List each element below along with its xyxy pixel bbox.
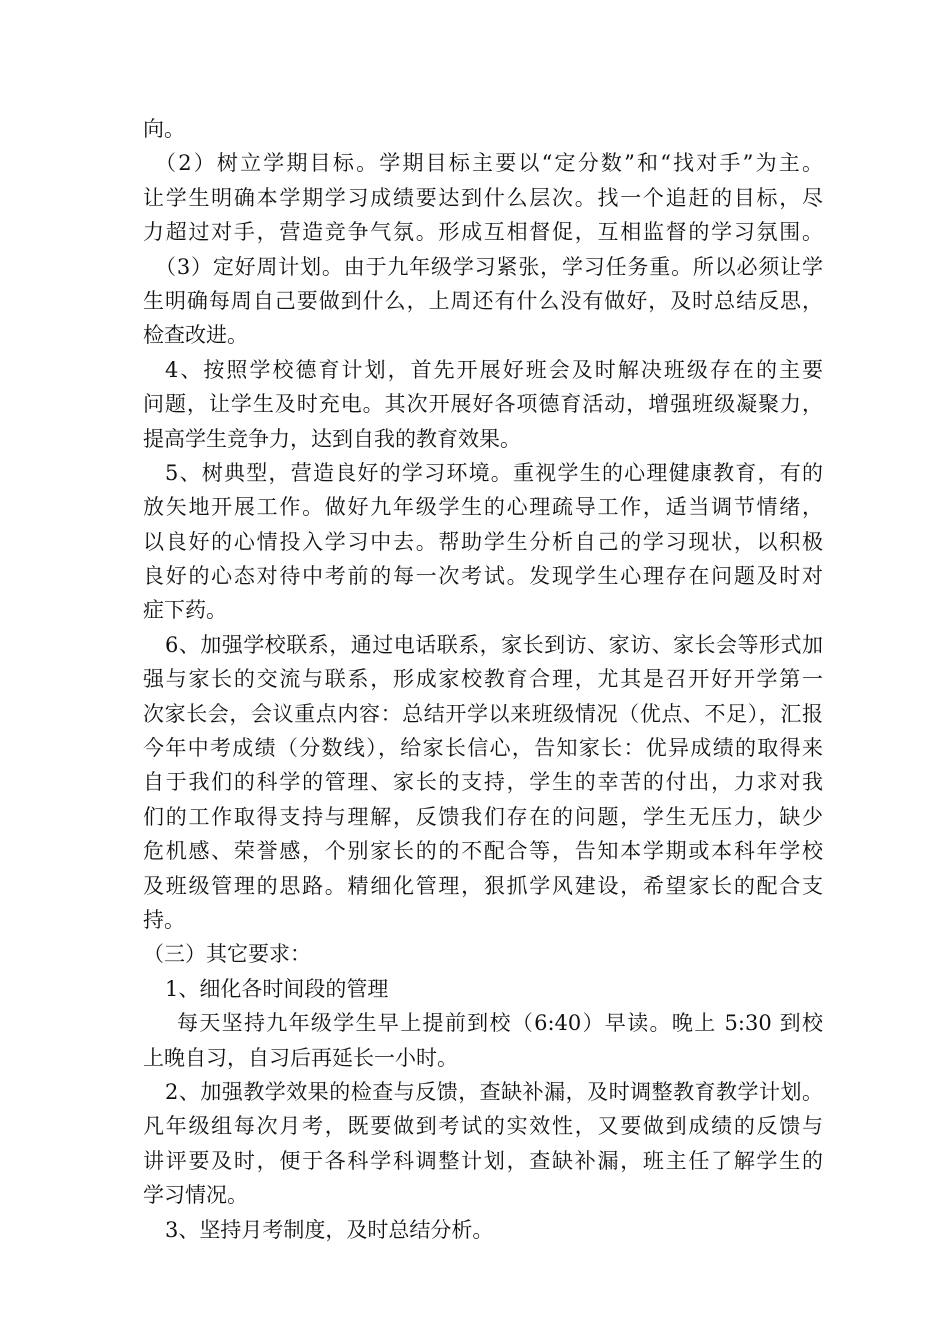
text-line xyxy=(143,250,823,284)
text-line xyxy=(143,937,823,971)
text-line xyxy=(143,765,823,799)
line-text: 向。 xyxy=(143,117,185,141)
text-line xyxy=(143,972,823,1006)
line-text: 良好的心态对待中考前的每一次考试。发现学生心理存在问题及时对 xyxy=(143,564,823,589)
text-line xyxy=(143,422,823,456)
text-line xyxy=(143,1041,823,1075)
text-line xyxy=(143,525,823,559)
text-line xyxy=(143,456,823,490)
line-text: 2、加强教学效果的检查与反馈，查缺补漏，及时调整教育教学计划。 xyxy=(165,1079,823,1104)
text-line xyxy=(143,731,823,765)
text-line xyxy=(143,662,823,696)
text-line xyxy=(143,697,823,731)
line-text: 自于我们的科学的管理、家长的支持，学生的幸苦的付出，力求对我 xyxy=(143,770,823,795)
line-text: （2）树立学期目标。学期目标主要以“定分数”和“找对手”为主。 xyxy=(155,151,823,176)
line-text: 今年中考成绩（分数线），给家长信心，告知家长：优异成绩的取得来 xyxy=(143,736,823,761)
text-line xyxy=(143,1109,823,1143)
line-text: 4、按照学校德育计划，首先开展好班会及时解决班级存在的主要 xyxy=(165,357,823,382)
line-text: （三）其它要求： xyxy=(143,942,311,967)
document-body xyxy=(143,112,823,1247)
line-text: 6、加强学校联系，通过电话联系，家长到访、家访、家长会等形式加 xyxy=(165,632,823,657)
line-text: 持。 xyxy=(143,907,185,932)
line-text: 放矢地开展工作。做好九年级学生的心理疏导工作，适当调节情绪， xyxy=(143,495,823,520)
text-line xyxy=(143,146,823,180)
line-text: 问题，让学生及时充电。其次开展好各项德育活动，增强班级凝聚力， xyxy=(143,392,823,417)
line-text: 每天坚持九年级学生早上提前到校（6:40）早读。晚上 5:30 到校 xyxy=(177,1011,823,1036)
text-line xyxy=(143,800,823,834)
text-line xyxy=(143,628,823,662)
text-line xyxy=(143,903,823,937)
text-line xyxy=(143,559,823,593)
text-line xyxy=(143,387,823,421)
text-line xyxy=(143,284,823,318)
line-text: 生明确每周自己要做到什么，上周还有什么没有做好，及时总结反思， xyxy=(143,288,823,313)
text-line xyxy=(143,593,823,627)
text-line xyxy=(143,112,823,146)
line-text: 讲评要及时，便于各科学科调整计划，查缺补漏，班主任了解学生的 xyxy=(143,1148,823,1173)
text-line xyxy=(143,1144,823,1178)
line-text: 以良好的心情投入学习中去。帮助学生分析自己的学习现状，以积极 xyxy=(143,529,823,554)
text-line xyxy=(143,1075,823,1109)
line-text: 危机感、荣誉感，个别家长的的不配合等，告知本学期或本科年学校 xyxy=(143,839,823,864)
line-text: 提高学生竞争力，达到自我的教育效果。 xyxy=(143,426,521,451)
line-text: 上晚自习，自习后再延长一小时。 xyxy=(143,1045,458,1070)
line-text: 力超过对手，营造竞争气氛。形成互相督促，互相监督的学习氛围。 xyxy=(143,220,823,245)
line-text: 学习情况。 xyxy=(143,1183,248,1208)
text-line xyxy=(143,318,823,352)
text-line xyxy=(143,490,823,524)
text-line xyxy=(143,181,823,215)
text-line xyxy=(143,834,823,868)
text-line xyxy=(143,353,823,387)
text-line xyxy=(143,869,823,903)
line-text: 1、细化各时间段的管理 xyxy=(165,976,389,1001)
line-text: 3、坚持月考制度，及时总结分析。 xyxy=(165,1217,494,1242)
line-text: 让学生明确本学期学习成绩要达到什么层次。找一个追赶的目标，尽 xyxy=(143,185,823,210)
text-line xyxy=(143,1178,823,1212)
line-text: 及班级管理的思路。精细化管理，狠抓学风建设，希望家长的配合支 xyxy=(143,873,823,898)
line-text: 次家长会，会议重点内容：总结开学以来班级情况（优点、不足），汇报 xyxy=(143,701,823,726)
line-text: 5、树典型，营造良好的学习环境。重视学生的心理健康教育，有的 xyxy=(165,460,823,485)
text-line xyxy=(143,215,823,249)
line-text: 症下药。 xyxy=(143,598,227,623)
line-text: 检查改进。 xyxy=(143,323,248,348)
line-text: 凡年级组每次月考，既要做到考试的实效性，又要做到成绩的反馈与 xyxy=(143,1114,823,1139)
text-line xyxy=(143,1006,823,1040)
line-text: 们的工作取得支持与理解，反馈我们存在的问题，学生无压力，缺少 xyxy=(143,804,823,829)
text-line xyxy=(143,1213,823,1247)
line-text: （3）定好周计划。由于九年级学习紧张，学习任务重。所以必须让学 xyxy=(155,254,823,279)
line-text: 强与家长的交流与联系，形成家校教育合理，尤其是召开好开学第一 xyxy=(143,667,823,692)
